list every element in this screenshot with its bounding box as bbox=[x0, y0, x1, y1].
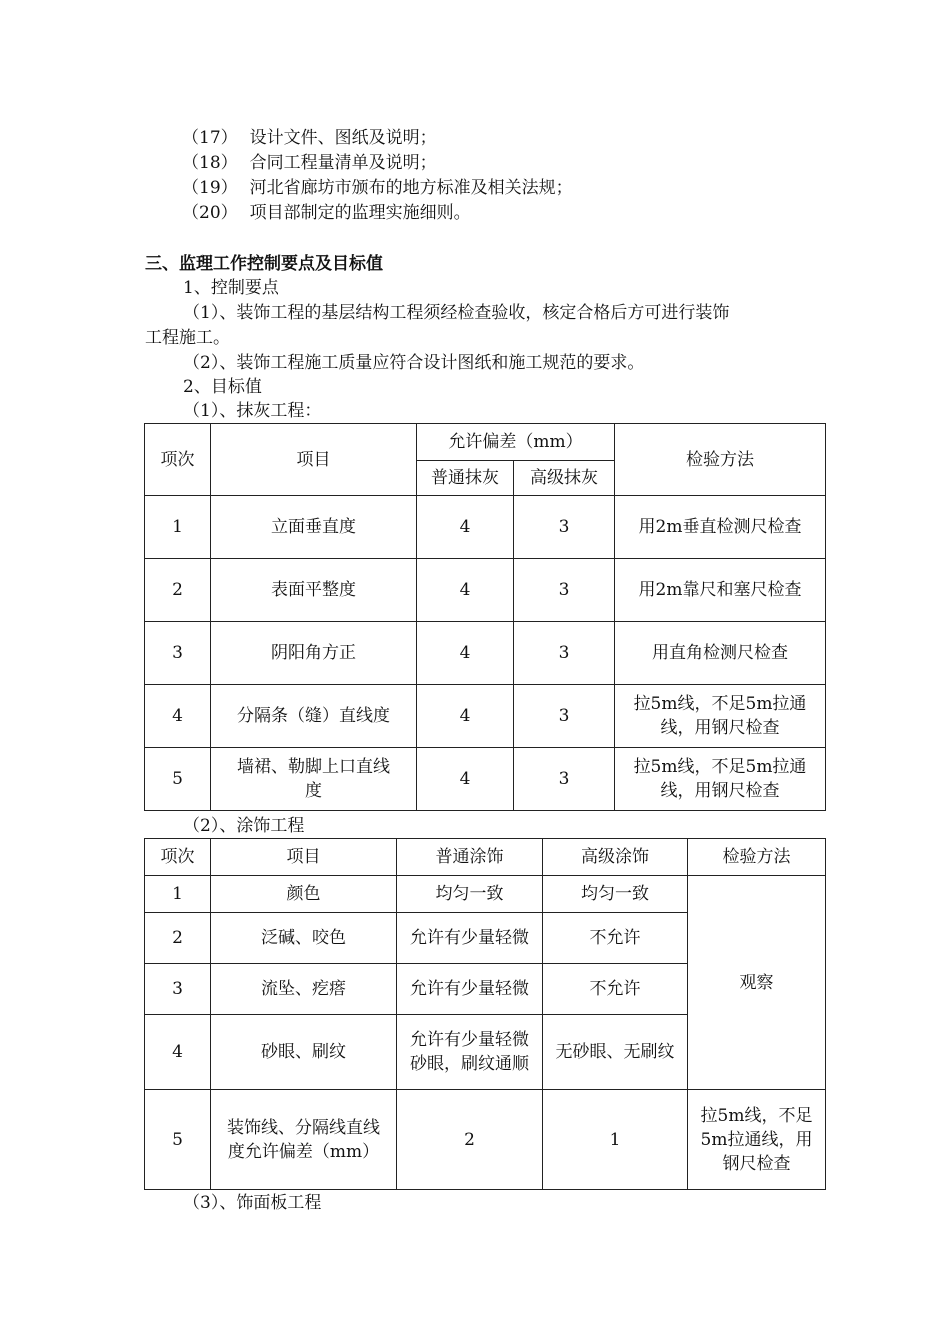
cell-normal: 4 bbox=[417, 622, 514, 685]
table-row bbox=[145, 496, 826, 559]
cell-normal: 4 bbox=[417, 559, 514, 622]
coating-table bbox=[144, 838, 826, 1190]
ref-number: （19） bbox=[182, 178, 238, 198]
cell-high: 不允许 bbox=[543, 913, 688, 964]
cell-high: 1 bbox=[543, 1090, 688, 1190]
header-high-coating: 高级涂饰 bbox=[543, 839, 688, 876]
cell-normal: 2 bbox=[397, 1090, 543, 1190]
cell-high: 3 bbox=[514, 622, 615, 685]
cell-no: 4 bbox=[145, 1015, 211, 1090]
cell-normal: 允许有少量轻微砂眼，刷纹通顺 bbox=[397, 1015, 543, 1090]
cell-item: 砂眼、刷纹 bbox=[211, 1015, 397, 1090]
cell-high: 3 bbox=[514, 748, 615, 811]
cell-no: 3 bbox=[145, 622, 211, 685]
ref-number: （20） bbox=[182, 203, 238, 223]
cell-no: 3 bbox=[145, 964, 211, 1015]
cell-item: 装饰线、分隔线直线度允许偏差（mm） bbox=[211, 1090, 397, 1190]
cell-item: 分隔条（缝）直线度 bbox=[211, 685, 417, 748]
cell-normal: 4 bbox=[417, 748, 514, 811]
cell-no: 4 bbox=[145, 685, 211, 748]
cell-high: 无砂眼、无刷纹 bbox=[543, 1015, 688, 1090]
table-row bbox=[145, 622, 826, 685]
cell-high: 不允许 bbox=[543, 964, 688, 1015]
cell-method: 用直角检测尺检查 bbox=[615, 622, 826, 685]
cell-item: 表面平整度 bbox=[211, 559, 417, 622]
cell-no: 2 bbox=[145, 913, 211, 964]
ref-20 bbox=[182, 202, 471, 224]
paragraph-1-line-1: （1）、装饰工程的基层结构工程须经检查验收，核定合格后方可进行装饰 bbox=[183, 303, 730, 323]
header-allowed-deviation: 允许偏差（mm） bbox=[417, 424, 615, 461]
cell-high: 3 bbox=[514, 559, 615, 622]
cell-no: 5 bbox=[145, 748, 211, 811]
cell-item: 流坠、疙瘩 bbox=[211, 964, 397, 1015]
ref-text: 设计文件、图纸及说明； bbox=[249, 128, 437, 148]
cell-method: 用2m靠尺和塞尺检查 bbox=[615, 559, 826, 622]
cell-normal: 允许有少量轻微 bbox=[397, 964, 543, 1015]
cell-no: 1 bbox=[145, 496, 211, 559]
cell-no: 1 bbox=[145, 876, 211, 913]
subheading-control-points: 1、控制要点 bbox=[183, 278, 279, 298]
cell-item: 颜色 bbox=[211, 876, 397, 913]
table-row bbox=[145, 876, 826, 913]
cell-item: 立面垂直度 bbox=[211, 496, 417, 559]
cell-normal: 均匀一致 bbox=[397, 876, 543, 913]
cell-item: 墙裙、勒脚上口直线度 bbox=[211, 748, 417, 811]
cell-normal: 4 bbox=[417, 685, 514, 748]
paragraph-2: （2）、装饰工程施工质量应符合设计图纸和施工规范的要求。 bbox=[183, 353, 645, 373]
cell-normal: 允许有少量轻微 bbox=[397, 913, 543, 964]
header-method: 检验方法 bbox=[688, 839, 826, 876]
cell-high: 3 bbox=[514, 496, 615, 559]
table-row bbox=[145, 1090, 826, 1190]
paragraph-1-line-2: 工程施工。 bbox=[145, 328, 230, 348]
cell-method: 拉5m线，不足5m拉通线，用钢尺检查 bbox=[688, 1090, 826, 1190]
ref-text: 河北省廊坊市颁布的地方标准及相关法规； bbox=[249, 178, 573, 198]
cell-method: 拉5m线，不足5m拉通线，用钢尺检查 bbox=[615, 748, 826, 811]
header-item: 项目 bbox=[211, 839, 397, 876]
table-row bbox=[145, 559, 826, 622]
ref-17 bbox=[182, 127, 437, 149]
table-3-caption: （3）、饰面板工程 bbox=[183, 1193, 322, 1213]
section-title: 三、监理工作控制要点及目标值 bbox=[145, 254, 383, 274]
ref-text: 项目部制定的监理实施细则。 bbox=[249, 203, 471, 223]
plastering-table bbox=[144, 423, 826, 811]
cell-method-merged: 观察 bbox=[688, 876, 826, 1090]
header-no: 项次 bbox=[145, 424, 211, 496]
cell-no: 2 bbox=[145, 559, 211, 622]
ref-number: （18） bbox=[182, 153, 238, 173]
ref-19 bbox=[182, 177, 573, 199]
header-high-plaster: 高级抹灰 bbox=[514, 461, 615, 496]
ref-18 bbox=[182, 152, 437, 174]
cell-high: 均匀一致 bbox=[543, 876, 688, 913]
table-row bbox=[145, 685, 826, 748]
table-2-caption: （2）、涂饰工程 bbox=[183, 816, 305, 836]
cell-method: 拉5m线，不足5m拉通线，用钢尺检查 bbox=[615, 685, 826, 748]
cell-item: 泛碱、咬色 bbox=[211, 913, 397, 964]
ref-number: （17） bbox=[182, 128, 238, 148]
header-normal-plaster: 普通抹灰 bbox=[417, 461, 514, 496]
ref-text: 合同工程量清单及说明； bbox=[249, 153, 437, 173]
subheading-target-values: 2、目标值 bbox=[183, 377, 262, 397]
header-no: 项次 bbox=[145, 839, 211, 876]
table-1-caption: （1）、抹灰工程： bbox=[183, 401, 322, 421]
cell-high: 3 bbox=[514, 685, 615, 748]
table-row bbox=[145, 748, 826, 811]
header-method: 检验方法 bbox=[615, 424, 826, 496]
cell-normal: 4 bbox=[417, 496, 514, 559]
cell-no: 5 bbox=[145, 1090, 211, 1190]
header-normal-coating: 普通涂饰 bbox=[397, 839, 543, 876]
cell-method: 用2m垂直检测尺检查 bbox=[615, 496, 826, 559]
header-item: 项目 bbox=[211, 424, 417, 496]
cell-item: 阴阳角方正 bbox=[211, 622, 417, 685]
